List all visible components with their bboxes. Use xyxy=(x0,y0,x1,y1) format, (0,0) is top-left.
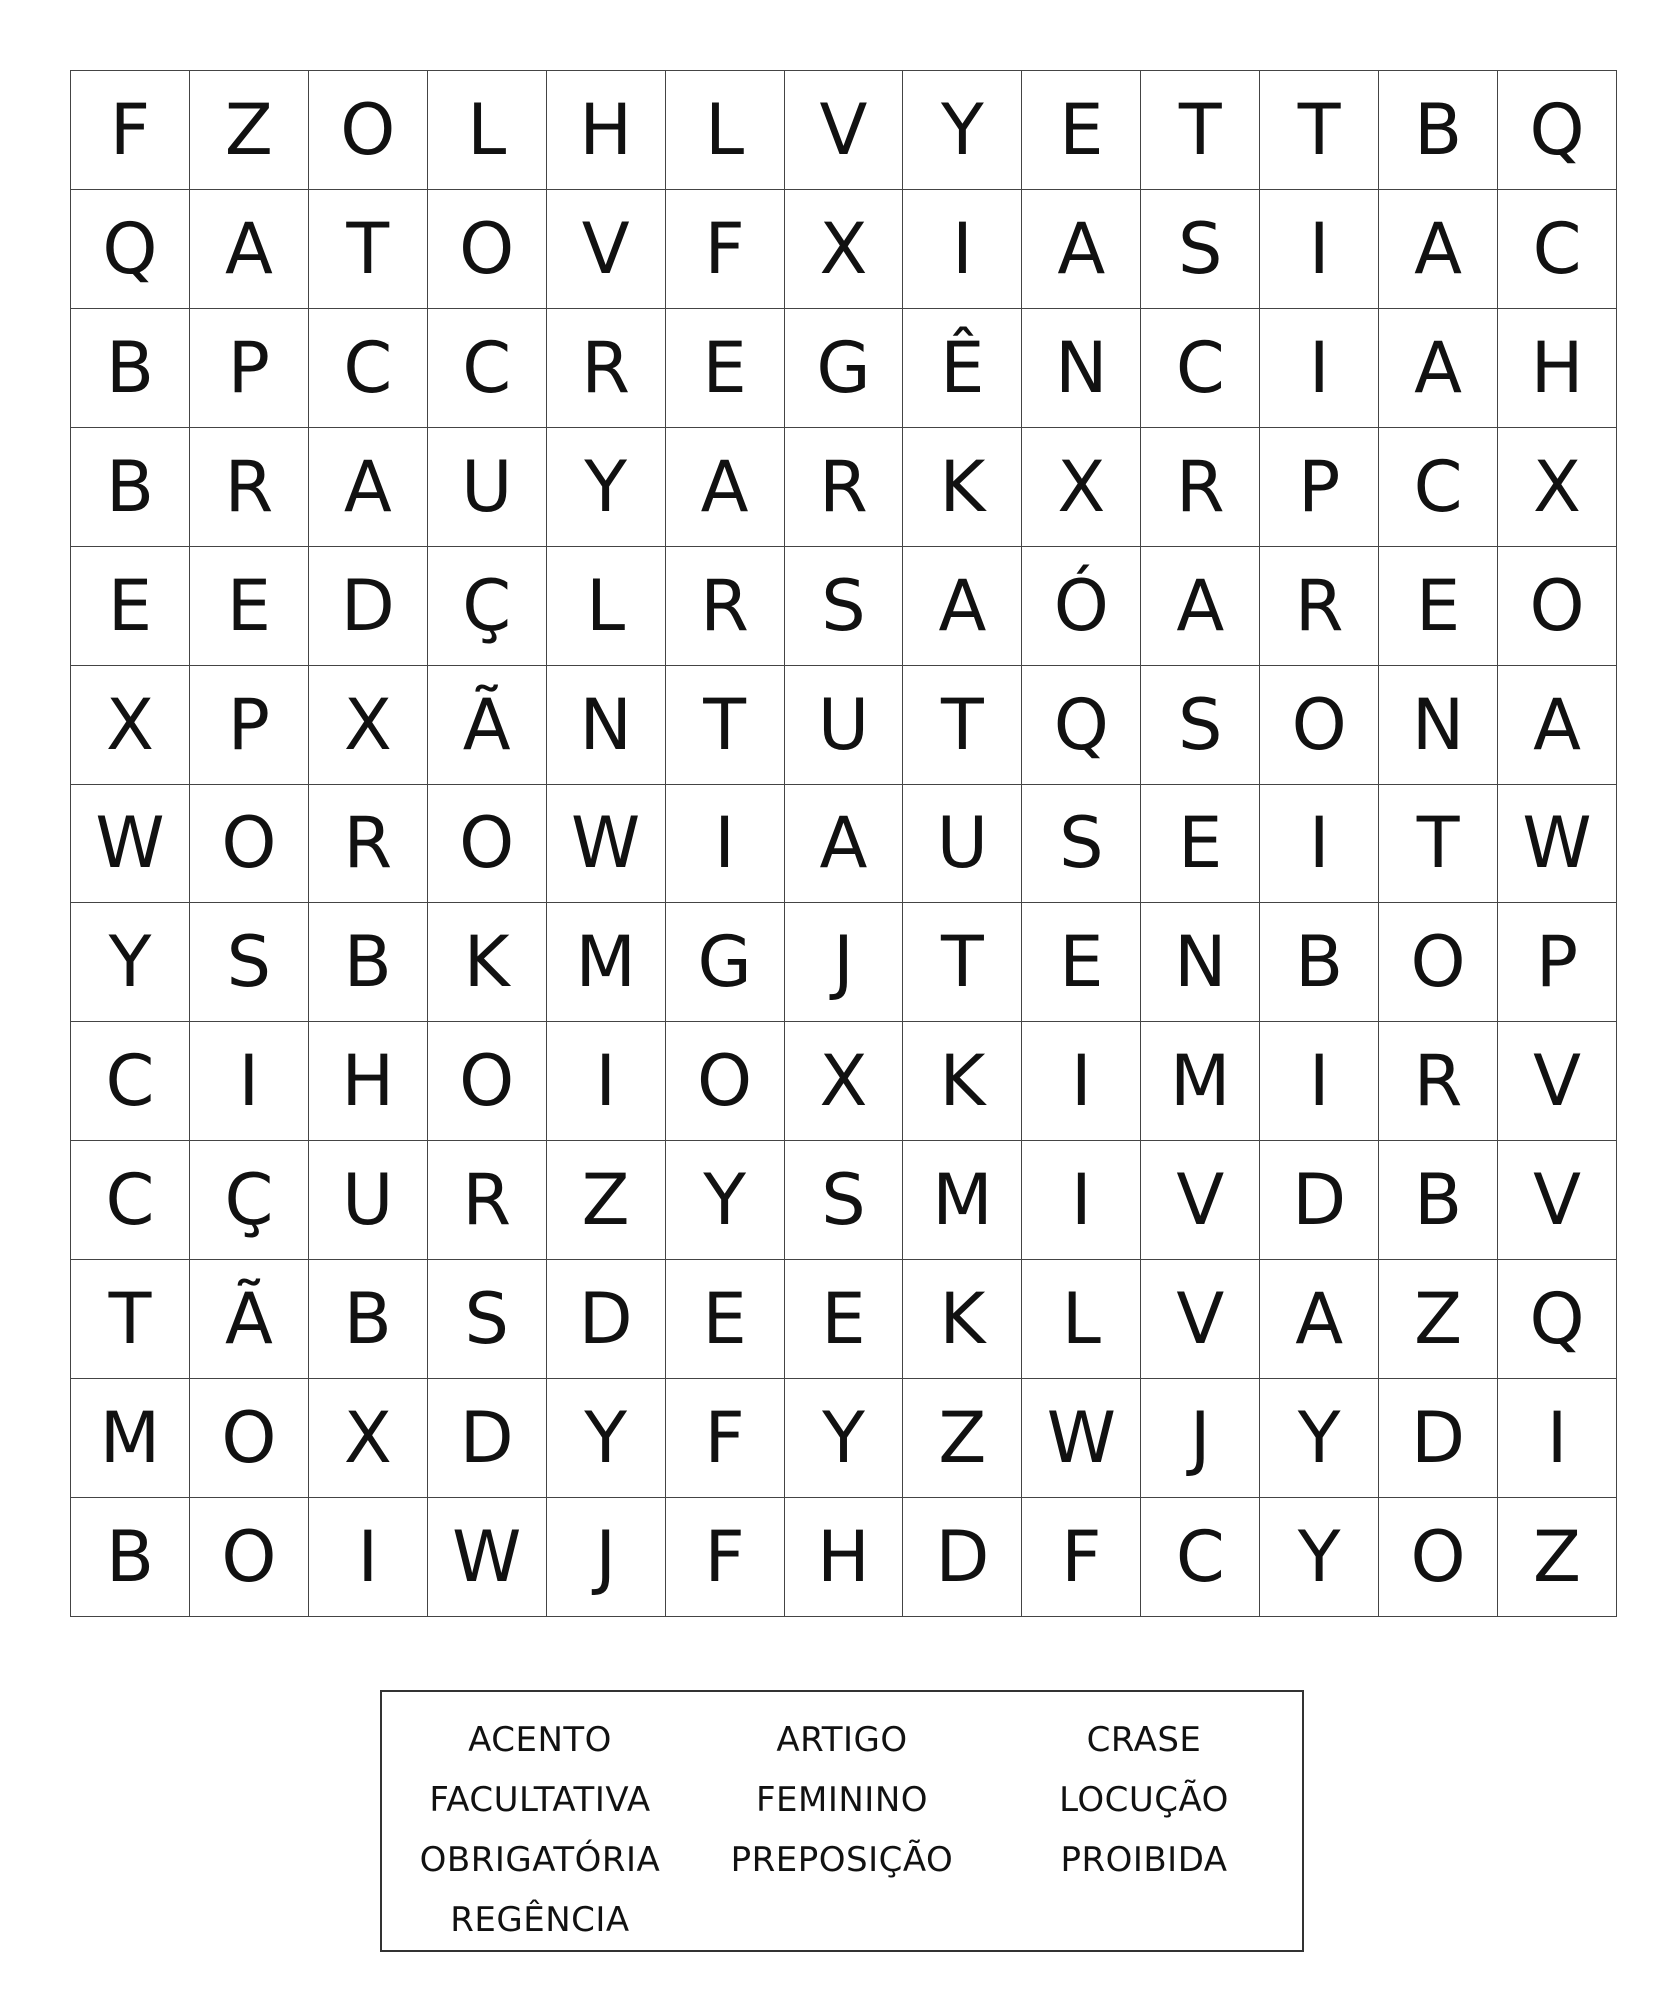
word-list-column xyxy=(994,1710,1294,1890)
grid-cell[interactable]: Ç xyxy=(189,1141,308,1260)
grid-cell[interactable]: K xyxy=(903,1022,1022,1141)
grid-cell[interactable]: I xyxy=(665,784,784,903)
grid-row xyxy=(71,903,1617,1022)
grid-cell[interactable]: G xyxy=(665,903,784,1022)
grid-cell[interactable]: B xyxy=(1379,71,1498,190)
grid-cell[interactable]: Ê xyxy=(903,308,1022,427)
grid-cell[interactable]: J xyxy=(546,1498,665,1617)
grid-cell[interactable]: P xyxy=(1260,427,1379,546)
grid-cell[interactable]: O xyxy=(1498,546,1617,665)
word-search-grid xyxy=(70,70,1617,1617)
grid-cell[interactable]: Q xyxy=(1498,71,1617,190)
grid-cell[interactable]: P xyxy=(1498,903,1617,1022)
grid-cell[interactable]: F xyxy=(665,1498,784,1617)
grid-cell[interactable]: O xyxy=(308,71,427,190)
grid-cell[interactable]: A xyxy=(784,784,903,903)
grid-cell[interactable]: T xyxy=(308,189,427,308)
grid-cell[interactable]: X xyxy=(1498,427,1617,546)
grid-cell[interactable]: L xyxy=(427,71,546,190)
grid-row xyxy=(71,71,1617,190)
grid-cell[interactable]: H xyxy=(546,71,665,190)
grid-cell[interactable]: A xyxy=(308,427,427,546)
grid-cell[interactable]: M xyxy=(546,903,665,1022)
grid-cell[interactable]: M xyxy=(1141,1022,1260,1141)
grid-cell[interactable]: G xyxy=(784,308,903,427)
grid-cell[interactable]: X xyxy=(784,189,903,308)
grid-cell[interactable]: W xyxy=(1498,784,1617,903)
grid-cell[interactable]: N xyxy=(546,665,665,784)
grid-cell[interactable]: Y xyxy=(903,71,1022,190)
grid-cell[interactable]: I xyxy=(546,1022,665,1141)
grid-cell[interactable]: R xyxy=(427,1141,546,1260)
grid-row xyxy=(71,308,1617,427)
word-item: OBRIGATÓRIA xyxy=(419,1840,661,1880)
grid-cell[interactable]: A xyxy=(1379,189,1498,308)
grid-cell[interactable]: D xyxy=(546,1260,665,1379)
grid-cell[interactable]: K xyxy=(903,1260,1022,1379)
grid-cell[interactable]: I xyxy=(1260,784,1379,903)
grid-cell[interactable]: X xyxy=(1022,427,1141,546)
grid-cell[interactable]: O xyxy=(1379,1498,1498,1617)
grid-cell[interactable]: C xyxy=(1141,1498,1260,1617)
grid-cell[interactable]: F xyxy=(665,189,784,308)
grid-cell[interactable]: S xyxy=(1141,665,1260,784)
grid-cell[interactable]: R xyxy=(546,308,665,427)
grid-cell[interactable]: H xyxy=(308,1022,427,1141)
grid-cell[interactable]: W xyxy=(546,784,665,903)
grid-cell[interactable]: O xyxy=(427,1022,546,1141)
grid-cell[interactable]: I xyxy=(1022,1022,1141,1141)
grid-cell[interactable]: O xyxy=(189,1498,308,1617)
word-list-column xyxy=(692,1710,992,1890)
grid-cell[interactable]: C xyxy=(71,1022,190,1141)
grid-cell[interactable]: V xyxy=(546,189,665,308)
grid-cell[interactable]: X xyxy=(308,1379,427,1498)
grid-cell[interactable]: X xyxy=(784,1022,903,1141)
grid-row xyxy=(71,189,1617,308)
grid-cell[interactable]: Y xyxy=(784,1379,903,1498)
grid-cell[interactable]: M xyxy=(71,1379,190,1498)
word-item: REGÊNCIA xyxy=(450,1900,630,1940)
grid-cell[interactable]: Ç xyxy=(427,546,546,665)
word-item: ARTIGO xyxy=(776,1720,908,1760)
grid-cell[interactable]: D xyxy=(1379,1379,1498,1498)
grid-cell[interactable]: A xyxy=(1260,1260,1379,1379)
grid-cell[interactable]: R xyxy=(1379,1022,1498,1141)
grid-cell[interactable]: I xyxy=(1498,1379,1617,1498)
grid-cell[interactable]: B xyxy=(1260,903,1379,1022)
grid-cell[interactable]: D xyxy=(308,546,427,665)
grid-cell[interactable]: E xyxy=(1379,546,1498,665)
grid-cell[interactable]: S xyxy=(1022,784,1141,903)
grid-cell[interactable]: V xyxy=(1141,1141,1260,1260)
grid-cell[interactable]: J xyxy=(1141,1379,1260,1498)
grid-cell[interactable]: T xyxy=(903,903,1022,1022)
grid-cell[interactable]: E xyxy=(665,1260,784,1379)
grid-cell[interactable]: S xyxy=(189,903,308,1022)
grid-cell[interactable]: B xyxy=(308,1260,427,1379)
grid-cell[interactable]: S xyxy=(427,1260,546,1379)
grid-cell[interactable]: E xyxy=(1022,903,1141,1022)
grid-cell[interactable]: W xyxy=(71,784,190,903)
grid-cell[interactable]: E xyxy=(1022,71,1141,190)
grid-cell[interactable]: U xyxy=(308,1141,427,1260)
grid-cell[interactable]: B xyxy=(308,903,427,1022)
grid-cell[interactable]: F xyxy=(71,71,190,190)
grid-cell[interactable]: Ã xyxy=(189,1260,308,1379)
word-item: ACENTO xyxy=(468,1720,612,1760)
grid-cell[interactable]: C xyxy=(427,308,546,427)
grid-row xyxy=(71,1498,1617,1617)
grid-cell[interactable]: P xyxy=(189,308,308,427)
grid-cell[interactable]: Y xyxy=(546,427,665,546)
grid-cell[interactable]: Y xyxy=(1260,1379,1379,1498)
grid-cell[interactable]: T xyxy=(1379,784,1498,903)
grid-cell[interactable]: I xyxy=(189,1022,308,1141)
grid-cell[interactable]: Z xyxy=(903,1379,1022,1498)
grid-cell[interactable]: S xyxy=(784,546,903,665)
grid-cell[interactable]: E xyxy=(1141,784,1260,903)
grid-cell[interactable]: O xyxy=(427,784,546,903)
grid-row xyxy=(71,665,1617,784)
grid-cell[interactable]: P xyxy=(189,665,308,784)
grid-cell[interactable]: L xyxy=(1022,1260,1141,1379)
grid-cell[interactable]: O xyxy=(427,189,546,308)
grid-cell[interactable]: I xyxy=(903,189,1022,308)
grid-cell[interactable]: Q xyxy=(1022,665,1141,784)
grid-cell[interactable]: Z xyxy=(1498,1498,1617,1617)
grid-cell[interactable]: A xyxy=(1141,546,1260,665)
word-list-box xyxy=(380,1690,1304,1952)
grid-cell[interactable]: I xyxy=(1022,1141,1141,1260)
grid-cell[interactable]: R xyxy=(308,784,427,903)
word-item: CRASE xyxy=(1086,1720,1202,1760)
word-item: FEMININO xyxy=(755,1780,929,1820)
grid-cell[interactable]: V xyxy=(1498,1141,1617,1260)
grid-cell[interactable]: S xyxy=(784,1141,903,1260)
grid-row xyxy=(71,546,1617,665)
grid-cell[interactable]: A xyxy=(665,427,784,546)
word-item: PROIBIDA xyxy=(1060,1840,1228,1880)
grid-cell[interactable]: B xyxy=(1379,1141,1498,1260)
grid-cell[interactable]: S xyxy=(1141,189,1260,308)
grid-cell[interactable]: A xyxy=(1498,665,1617,784)
grid-cell[interactable]: C xyxy=(1379,427,1498,546)
grid-row xyxy=(71,1260,1617,1379)
grid-cell[interactable]: Ó xyxy=(1022,546,1141,665)
grid-cell[interactable]: D xyxy=(427,1379,546,1498)
grid-row xyxy=(71,784,1617,903)
grid-cell[interactable]: X xyxy=(71,665,190,784)
grid-cell[interactable]: N xyxy=(1379,665,1498,784)
grid-cell[interactable]: T xyxy=(903,665,1022,784)
grid-cell[interactable]: A xyxy=(189,189,308,308)
grid-cell[interactable]: K xyxy=(903,427,1022,546)
grid-cell[interactable]: Y xyxy=(71,903,190,1022)
grid-cell[interactable]: A xyxy=(1379,308,1498,427)
grid-cell[interactable]: I xyxy=(1260,189,1379,308)
grid-cell[interactable]: E xyxy=(784,1260,903,1379)
grid-cell[interactable]: E xyxy=(189,546,308,665)
grid-cell[interactable]: B xyxy=(71,427,190,546)
grid-cell[interactable]: A xyxy=(903,546,1022,665)
grid-cell[interactable]: D xyxy=(1260,1141,1379,1260)
grid-cell[interactable]: U xyxy=(784,665,903,784)
grid-cell[interactable]: O xyxy=(665,1022,784,1141)
grid-cell[interactable]: U xyxy=(903,784,1022,903)
word-item: PREPOSIÇÃO xyxy=(730,1840,954,1880)
grid-cell[interactable]: T xyxy=(1141,71,1260,190)
grid-cell[interactable]: F xyxy=(1022,1498,1141,1617)
grid-cell[interactable]: I xyxy=(308,1498,427,1617)
grid-row xyxy=(71,1022,1617,1141)
grid-cell[interactable]: Y xyxy=(1260,1498,1379,1617)
grid-cell[interactable]: W xyxy=(1022,1379,1141,1498)
grid-cell[interactable]: C xyxy=(1141,308,1260,427)
grid-cell[interactable]: V xyxy=(1141,1260,1260,1379)
grid-cell[interactable]: E xyxy=(71,546,190,665)
grid-cell[interactable]: Ã xyxy=(427,665,546,784)
grid-cell[interactable]: L xyxy=(665,71,784,190)
grid-cell[interactable]: T xyxy=(71,1260,190,1379)
grid-cell[interactable]: O xyxy=(1260,665,1379,784)
grid-cell[interactable]: B xyxy=(71,308,190,427)
grid-cell[interactable]: U xyxy=(427,427,546,546)
grid-cell[interactable]: R xyxy=(784,427,903,546)
grid-cell[interactable]: C xyxy=(1498,189,1617,308)
grid-cell[interactable]: O xyxy=(189,784,308,903)
grid-cell[interactable]: R xyxy=(1141,427,1260,546)
grid-cell[interactable]: I xyxy=(1260,1022,1379,1141)
grid-row xyxy=(71,1379,1617,1498)
grid-cell[interactable]: Z xyxy=(1379,1260,1498,1379)
grid-cell[interactable]: E xyxy=(665,308,784,427)
grid-cell[interactable]: F xyxy=(665,1379,784,1498)
grid-cell[interactable]: K xyxy=(427,903,546,1022)
grid-cell[interactable]: Q xyxy=(1498,1260,1617,1379)
grid-cell[interactable]: N xyxy=(1022,308,1141,427)
grid-cell[interactable]: Y xyxy=(546,1379,665,1498)
grid-cell[interactable]: B xyxy=(71,1498,190,1617)
grid-cell[interactable]: Z xyxy=(189,71,308,190)
grid-cell[interactable]: Z xyxy=(546,1141,665,1260)
grid-cell[interactable]: O xyxy=(189,1379,308,1498)
grid-cell[interactable]: X xyxy=(308,665,427,784)
grid-cell[interactable]: A xyxy=(1022,189,1141,308)
grid-cell[interactable]: R xyxy=(665,546,784,665)
grid-cell[interactable]: C xyxy=(71,1141,190,1260)
grid-cell[interactable]: M xyxy=(903,1141,1022,1260)
grid-cell[interactable]: W xyxy=(427,1498,546,1617)
grid-cell[interactable]: H xyxy=(784,1498,903,1617)
grid-cell[interactable]: T xyxy=(1260,71,1379,190)
grid-cell[interactable]: C xyxy=(308,308,427,427)
word-item: LOCUÇÃO xyxy=(1059,1780,1229,1820)
grid-cell[interactable]: V xyxy=(784,71,903,190)
word-list-column xyxy=(390,1710,690,1950)
grid-row xyxy=(71,1141,1617,1260)
grid-cell[interactable]: R xyxy=(1260,546,1379,665)
grid-cell[interactable]: T xyxy=(665,665,784,784)
grid-cell[interactable]: R xyxy=(189,427,308,546)
grid-cell[interactable]: Q xyxy=(71,189,190,308)
grid-cell[interactable]: I xyxy=(1260,308,1379,427)
grid-cell[interactable]: N xyxy=(1141,903,1260,1022)
grid-cell[interactable]: V xyxy=(1498,1022,1617,1141)
grid-cell[interactable]: L xyxy=(546,546,665,665)
grid-cell[interactable]: D xyxy=(903,1498,1022,1617)
grid-cell[interactable]: O xyxy=(1379,903,1498,1022)
grid-cell[interactable]: Y xyxy=(665,1141,784,1260)
word-item: FACULTATIVA xyxy=(429,1780,651,1820)
grid-cell[interactable]: H xyxy=(1498,308,1617,427)
grid-row xyxy=(71,427,1617,546)
grid-cell[interactable]: J xyxy=(784,903,903,1022)
